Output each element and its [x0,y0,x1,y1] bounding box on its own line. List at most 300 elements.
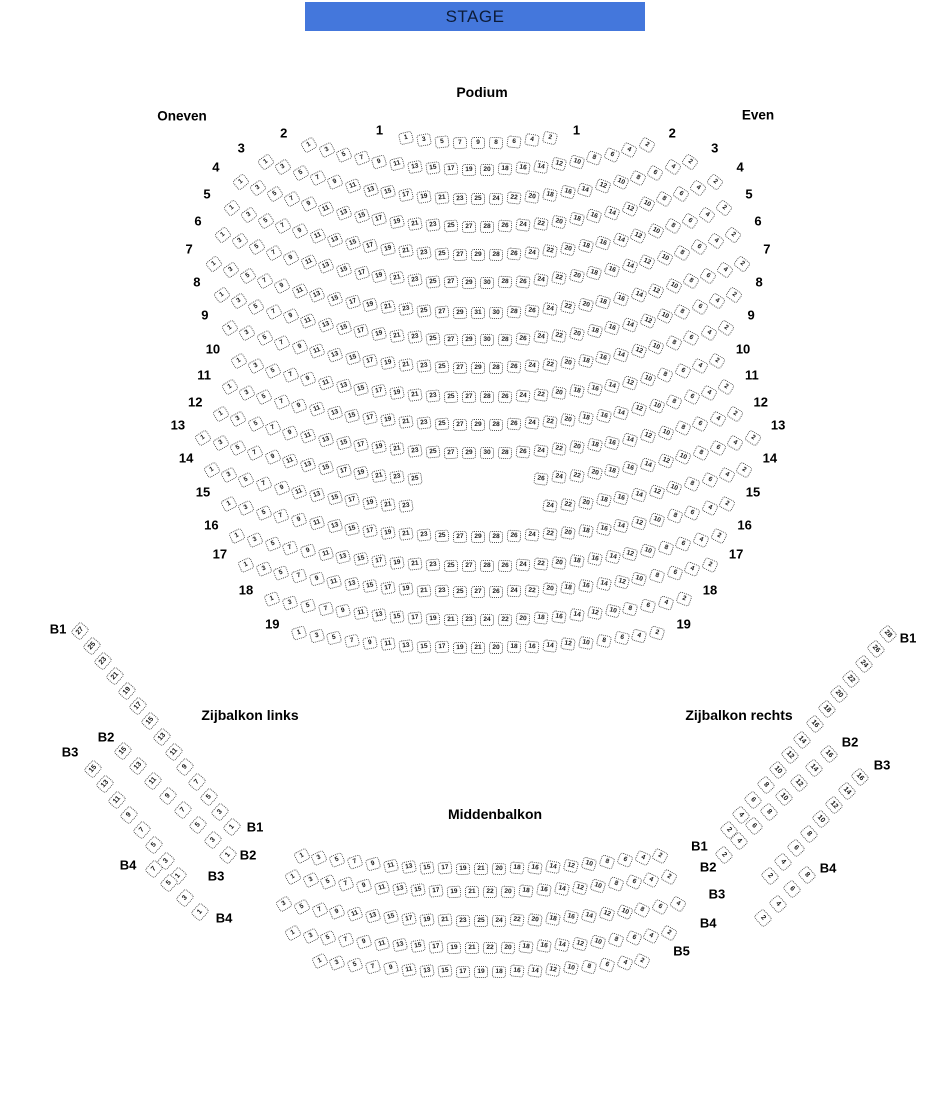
seat[interactable]: 13 [326,347,343,363]
seat[interactable]: 19 [447,885,462,898]
seat[interactable]: 7 [344,633,360,648]
seat[interactable]: 14 [630,287,648,304]
seat[interactable]: 24 [524,359,539,373]
seat[interactable]: 17 [362,411,378,426]
seat[interactable]: 12 [780,745,800,765]
seat[interactable]: 24 [524,246,540,260]
seat[interactable]: 22 [533,557,548,571]
seat[interactable]: 12 [587,606,603,621]
seat[interactable]: 6 [782,879,802,899]
seat[interactable]: 21 [398,527,413,541]
seat[interactable]: 11 [290,483,307,499]
seat[interactable]: 21 [105,666,125,686]
seat[interactable]: 2 [649,625,666,641]
seat[interactable]: 7 [132,820,152,840]
seat[interactable]: 3 [248,179,266,197]
seat[interactable]: 19 [456,863,471,876]
seat[interactable]: 23 [398,302,414,316]
seat[interactable]: 25 [444,559,459,572]
seat[interactable]: 13 [128,756,148,776]
seat[interactable]: 12 [572,880,589,895]
seat[interactable]: 17 [353,265,370,281]
seat[interactable]: 21 [398,358,414,372]
seat[interactable]: 16 [551,610,567,624]
seat[interactable]: 15 [410,883,426,897]
seat[interactable]: 18 [595,294,612,310]
seat[interactable]: 26 [866,639,886,659]
seat[interactable]: 2 [753,908,773,928]
seat[interactable]: 10 [647,222,665,239]
seat[interactable]: 6 [598,957,615,973]
seat[interactable]: 20 [489,642,503,654]
seat[interactable]: 15 [335,320,352,336]
seat[interactable]: 12 [630,227,648,244]
seat[interactable]: 12 [613,574,630,589]
seat[interactable]: 5 [144,835,164,855]
seat[interactable]: 23 [425,219,440,233]
seat[interactable]: 12 [550,157,567,172]
seat[interactable]: 23 [453,192,468,205]
seat[interactable]: 18 [560,581,576,595]
seat[interactable]: 5 [247,415,265,432]
seat[interactable]: 16 [536,883,552,897]
seat[interactable]: 9 [158,786,178,806]
seat[interactable]: 28 [489,361,503,374]
seat[interactable]: 1 [221,319,239,337]
seat[interactable]: 3 [255,561,272,577]
seat[interactable]: 6 [672,185,690,203]
seat[interactable]: 6 [691,298,709,315]
seat[interactable]: 17 [344,294,361,310]
seat[interactable]: 9 [282,249,300,266]
seat[interactable]: 12 [622,546,639,561]
seat[interactable]: 7 [144,859,164,879]
seat[interactable]: 8 [664,217,682,234]
seat[interactable]: 11 [291,282,309,299]
seat[interactable]: 23 [456,915,471,928]
seat[interactable]: 27 [471,586,485,598]
seat[interactable]: 13 [419,964,435,978]
seat[interactable]: 22 [551,328,567,342]
seat[interactable]: 1 [218,845,238,865]
seat[interactable]: 19 [426,612,441,625]
seat[interactable]: 27 [462,391,476,403]
seat[interactable]: 5 [293,898,311,915]
seat[interactable]: 23 [462,614,476,626]
seat[interactable]: 12 [648,483,665,499]
seat[interactable]: 5 [255,389,273,406]
seat[interactable]: 13 [308,487,325,503]
seat[interactable]: 2 [714,845,734,865]
seat[interactable]: 25 [435,418,450,431]
seat[interactable]: 9 [282,308,300,325]
seat[interactable]: 8 [607,876,624,892]
seat[interactable]: 21 [407,557,422,571]
seat[interactable]: 1 [213,286,231,304]
seat[interactable]: 2 [743,429,761,447]
seat[interactable]: 27 [453,419,467,432]
seat[interactable]: 4 [691,357,709,374]
seat[interactable]: 23 [416,246,432,260]
seat[interactable]: 13 [299,457,316,473]
seat[interactable]: 21 [437,914,452,927]
seat[interactable]: 5 [335,146,353,163]
seat[interactable]: 21 [380,300,396,315]
seat[interactable]: 15 [389,610,405,624]
seat[interactable]: 20 [492,863,507,876]
seat[interactable]: 10 [666,480,683,496]
seat[interactable]: 9 [291,222,309,239]
seat[interactable]: 6 [625,874,643,891]
seat[interactable]: 3 [308,628,325,643]
seat[interactable]: 18 [492,966,507,979]
seat[interactable]: 1 [214,226,232,244]
seat[interactable]: 20 [568,326,584,341]
seat[interactable]: 3 [275,895,293,913]
seat[interactable]: 5 [256,330,274,347]
seat[interactable]: 4 [731,805,751,825]
seat[interactable]: 8 [622,601,639,616]
seat[interactable]: 18 [577,353,594,368]
seat[interactable]: 6 [506,135,521,149]
seat[interactable]: 9 [335,604,351,619]
seat[interactable]: 2 [660,869,678,886]
seat[interactable]: 27 [434,306,449,319]
seat[interactable]: 29 [471,419,485,431]
seat[interactable]: 25 [425,275,440,289]
seat[interactable]: 15 [410,939,426,953]
seat[interactable]: 3 [239,206,257,224]
seat[interactable]: 13 [326,231,343,247]
seat[interactable]: 25 [407,472,422,486]
seat[interactable]: 8 [799,824,819,844]
seat[interactable]: 12 [638,254,656,271]
seat[interactable]: 8 [596,633,612,648]
seat[interactable]: 4 [699,325,717,342]
seat[interactable]: 19 [416,190,432,204]
seat[interactable]: 4 [657,595,674,611]
seat[interactable]: 11 [308,343,325,359]
seat[interactable]: 10 [656,249,674,266]
seat[interactable]: 17 [362,239,379,254]
seat[interactable]: 27 [444,333,459,346]
seat[interactable]: 28 [489,248,504,261]
seat[interactable]: 7 [282,367,300,384]
seat[interactable]: 12 [824,795,844,815]
seat[interactable]: 13 [335,205,352,221]
seat[interactable]: 18 [578,524,594,539]
seat[interactable]: 7 [309,169,327,186]
seat[interactable]: 17 [428,940,443,954]
seat[interactable]: 30 [480,277,494,289]
seat[interactable]: 11 [107,790,127,810]
seat[interactable]: 5 [199,787,219,807]
seat[interactable]: 15 [344,235,361,251]
seat[interactable]: 1 [203,461,221,478]
seat[interactable]: 14 [613,347,630,363]
seat[interactable]: 16 [622,460,639,476]
seat[interactable]: 19 [117,681,137,701]
seat[interactable]: 19 [419,913,435,927]
seat[interactable]: 12 [639,428,656,444]
seat[interactable]: 19 [371,268,388,283]
seat[interactable]: 14 [569,608,585,622]
seat[interactable]: 6 [666,565,683,581]
seat[interactable]: 17 [362,353,379,368]
seat[interactable]: 11 [389,157,406,172]
seat[interactable]: 5 [320,874,338,891]
seat[interactable]: 8 [489,136,504,149]
seat[interactable]: 1 [212,405,230,422]
seat[interactable]: 29 [453,306,468,319]
seat[interactable]: 12 [545,962,561,977]
seat[interactable]: 2 [717,319,735,337]
seat[interactable]: 3 [212,435,230,452]
seat[interactable]: 30 [489,306,504,319]
seat[interactable]: 20 [560,526,576,540]
seat[interactable]: 6 [674,362,692,379]
seat[interactable]: 2 [680,153,698,171]
seat[interactable]: 1 [311,952,329,969]
seat[interactable]: 3 [318,142,336,159]
seat[interactable]: 29 [471,249,485,261]
seat[interactable]: 28 [878,624,898,644]
seat[interactable]: 25 [471,193,485,205]
seat[interactable]: 6 [683,504,701,521]
seat[interactable]: 5 [326,631,342,646]
seat[interactable]: 13 [392,882,408,897]
seat[interactable]: 4 [620,142,638,159]
seat[interactable]: 2 [708,352,726,369]
seat[interactable]: 10 [639,371,656,387]
seat[interactable]: 9 [291,339,309,356]
seat[interactable]: 21 [471,642,485,654]
seat[interactable]: 8 [759,802,779,822]
seat[interactable]: 25 [453,586,467,598]
seat[interactable]: 26 [506,247,521,260]
seat[interactable]: 28 [498,333,513,346]
seat[interactable]: 28 [489,531,503,543]
seat[interactable]: 7 [273,393,291,410]
seat[interactable]: 4 [716,261,734,279]
seat[interactable]: 11 [326,574,343,589]
seat[interactable]: 25 [435,361,450,374]
seat[interactable]: 5 [159,873,179,893]
seat[interactable]: 17 [444,163,459,176]
seat[interactable]: 9 [282,424,300,440]
seat[interactable]: 2 [701,557,719,574]
seat[interactable]: 16 [509,965,524,978]
seat[interactable]: 19 [474,966,488,978]
seat[interactable]: 22 [542,527,557,541]
seat[interactable]: 22 [841,669,861,689]
seat[interactable]: 15 [344,521,360,536]
seat[interactable]: 6 [692,415,710,432]
seat[interactable]: 13 [326,405,343,421]
seat[interactable]: 15 [113,741,133,761]
seat[interactable]: 13 [317,316,334,332]
seat[interactable]: 16 [595,521,611,536]
seat[interactable]: 11 [299,428,316,444]
seat[interactable]: 30 [480,334,494,346]
seat[interactable]: 2 [760,866,780,886]
seat[interactable]: 5 [188,815,208,835]
seat[interactable]: 18 [586,323,603,338]
seat[interactable]: 13 [398,639,413,653]
seat[interactable]: 22 [483,886,497,898]
seat[interactable]: 3 [237,500,255,517]
seat[interactable]: 1 [223,199,241,217]
seat[interactable]: 20 [551,556,567,570]
seat[interactable]: 7 [453,136,468,149]
seat[interactable]: 12 [560,637,576,651]
seat[interactable]: 1 [221,379,239,396]
seat[interactable]: 3 [311,850,329,867]
seat[interactable]: 15 [326,291,343,307]
seat[interactable]: 16 [604,435,621,450]
seat[interactable]: 13 [95,774,115,794]
seat[interactable]: 3 [302,871,320,888]
seat[interactable]: 23 [389,470,405,484]
seat[interactable]: 25 [435,530,450,543]
seat[interactable]: 7 [264,420,282,437]
seat[interactable]: 13 [371,608,387,622]
seat[interactable]: 11 [344,178,361,194]
seat[interactable]: 7 [274,217,292,234]
seat[interactable]: 30 [480,447,494,459]
seat[interactable]: 25 [82,636,102,656]
seat[interactable]: 18 [568,212,585,227]
seat[interactable]: 13 [317,258,335,274]
seat[interactable]: 23 [407,444,422,458]
seat[interactable]: 8 [674,420,692,437]
seat[interactable]: 18 [577,239,594,254]
seat[interactable]: 4 [669,895,687,913]
seat[interactable]: 14 [621,316,638,332]
seat[interactable]: 22 [560,497,576,511]
seat[interactable]: 26 [507,361,522,374]
seat[interactable]: 19 [398,583,413,597]
seat[interactable]: 29 [462,447,476,459]
seat[interactable]: 6 [682,330,700,347]
seat[interactable]: 18 [569,554,585,568]
seat[interactable]: 21 [434,191,449,204]
seat[interactable]: 29 [471,531,485,543]
seat[interactable]: 26 [498,559,513,572]
seat[interactable]: 14 [837,781,857,801]
seat[interactable]: 2 [675,591,692,607]
seat[interactable]: 6 [690,238,708,256]
seat[interactable]: 24 [542,499,558,513]
seat[interactable]: 4 [718,466,736,483]
seat[interactable]: 23 [416,529,431,542]
seat[interactable]: 11 [380,637,396,651]
seat[interactable]: 14 [554,938,570,953]
seat[interactable]: 7 [311,901,329,918]
seat[interactable]: 9 [371,154,388,170]
seat[interactable]: 25 [444,220,459,233]
seat[interactable]: 4 [663,159,681,177]
seat[interactable]: 19 [447,941,462,954]
seat[interactable]: 13 [344,577,360,592]
seat[interactable]: 6 [744,790,764,810]
seat[interactable]: 14 [604,549,621,564]
seat[interactable]: 1 [222,817,242,837]
seat[interactable]: 25 [425,332,440,345]
seat[interactable]: 14 [631,487,648,503]
seat[interactable]: 8 [656,367,674,384]
seat[interactable]: 16 [595,408,612,423]
seat[interactable]: 2 [735,461,753,478]
seat[interactable]: 1 [284,924,302,941]
seat[interactable]: 7 [187,772,207,792]
seat[interactable]: 2 [724,226,742,244]
seat[interactable]: 2 [706,173,724,191]
seat[interactable]: 24 [533,273,549,287]
seat[interactable]: 7 [317,601,334,616]
seat[interactable]: 26 [533,472,548,486]
seat[interactable]: 8 [665,393,683,410]
seat[interactable]: 9 [356,878,373,894]
seat[interactable]: 5 [299,598,316,614]
seat[interactable]: 15 [344,350,361,365]
seat[interactable]: 3 [246,532,264,549]
seat[interactable]: 10 [774,787,794,807]
seat[interactable]: 11 [282,453,299,469]
seat[interactable]: 14 [622,432,639,448]
seat[interactable]: 4 [701,500,719,517]
seat[interactable]: 18 [545,911,561,926]
seat[interactable]: 27 [453,531,467,543]
seat[interactable]: 15 [335,262,352,278]
seat[interactable]: 4 [689,179,707,197]
seat[interactable]: 26 [524,304,539,318]
seat[interactable]: 19 [389,556,405,570]
seat[interactable]: 1 [293,847,311,864]
seat[interactable]: 3 [156,851,176,871]
seat[interactable]: 22 [542,415,558,429]
seat[interactable]: 2 [542,131,558,146]
seat[interactable]: 16 [805,715,825,735]
seat[interactable]: 14 [603,205,620,221]
seat[interactable]: 19 [462,164,476,176]
seat[interactable]: 24 [854,654,874,674]
seat[interactable]: 13 [407,159,423,173]
seat[interactable]: 3 [247,357,265,374]
seat[interactable]: 11 [309,227,327,244]
seat[interactable]: 21 [416,584,431,597]
seat[interactable]: 20 [568,268,585,283]
seat[interactable]: 15 [362,579,378,593]
seat[interactable]: 24 [524,416,539,430]
seat[interactable]: 11 [300,254,318,271]
seat[interactable]: 7 [353,150,370,166]
seat[interactable]: 2 [638,137,656,154]
seat[interactable]: 21 [444,613,459,626]
seat[interactable]: 7 [273,335,291,352]
seat[interactable]: 16 [524,640,539,653]
seat[interactable]: 3 [222,261,240,279]
seat[interactable]: 24 [515,219,530,233]
seat[interactable]: 14 [554,882,570,897]
seat[interactable]: 19 [362,495,378,510]
seat[interactable]: 12 [594,178,611,194]
seat[interactable]: 15 [344,408,361,423]
seat[interactable]: 9 [365,856,382,871]
seat[interactable]: 3 [281,595,298,611]
seat[interactable]: 23 [416,359,431,373]
seat[interactable]: 10 [640,543,657,559]
